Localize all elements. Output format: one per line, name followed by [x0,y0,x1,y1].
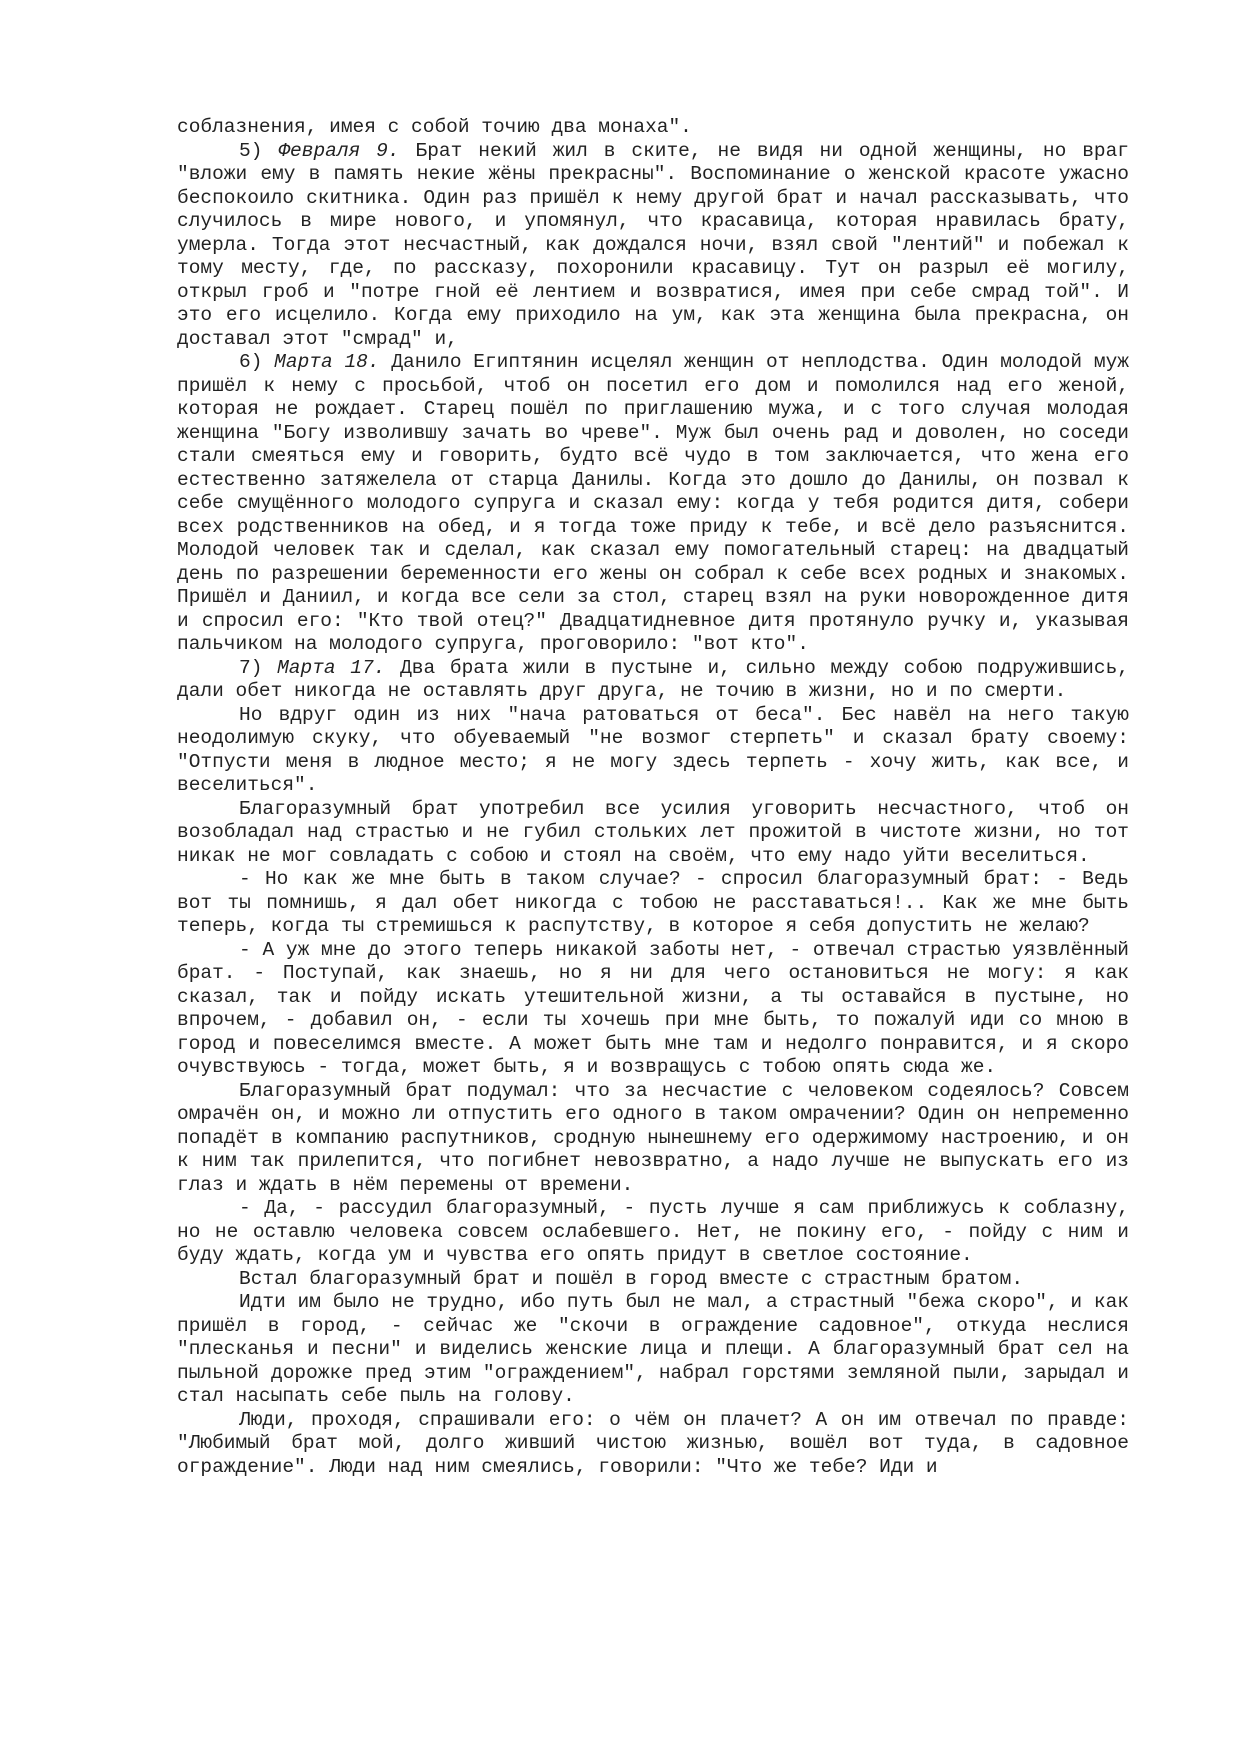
paragraph-item-5 [177,140,1129,352]
item-number: 6) [239,351,263,373]
paragraph: Благоразумный брат употребил все усилия уговорить несчастного, чтоб он возобладал над страстью и не губил стольких лет прожитой в чистоте жизни, но тот никак не мог совладать с собою и стоял на своём, что ему надо уйти веселиться. [177,797,1129,867]
paragraph: Идти им было не трудно, ибо путь был не мал, а страстный "бежа скоро", и как пришёл в город, - сейчас же "скочи в ограждение садовное", откуда неслися "плесканья и песни" и виделись женские лица и плещи. А благоразумный брат сел на пыльной дорожке пред этим "ограждением", набрал горстями земляной пыли, зарыдал и стал насыпать себе пыль на голову. [177,1291,1129,1407]
item-date: Марта 18. [274,351,380,373]
paragraph-dialogue: - Да, - рассудил благоразумный, - пусть лучше я сам приближусь к соблазну, но не оставлю человека совсем ослабевшего. Нет, не покину его, - пойду с ним и буду ждать, когда ум и чувства его опять придут в светлое состояние. [177,1197,1129,1266]
paragraph-dialogue: - Но как же мне быть в таком случае? - спросил благоразумный брат: - Ведь вот ты помнишь, я дал обет никогда с тобою не расставаться!.. Как же мне быть теперь, когда ты стремишься к распутству, в которое я себя допустить не желаю? [177,868,1129,937]
paragraph: Благоразумный брат подумал: что за несчастие с человеком содеялось? Совсем омрачён он, и можно ли отпустить его одного в таком омрачении? Один он непременно попадёт в компанию распутников, сродную нынешнему его одержимому настроению, и он к ним так прилепится, что погибнет невозвратно, а надо лучше не выпускать его из глаз и ждать в нём перемены от времени. [177,1079,1129,1196]
document-page [177,116,1129,1479]
paragraph-item-6 [177,351,1129,657]
paragraph: Но вдруг один из них "нача ратоваться от беса". Бес навёл на него такую неодолимую скуку, что обуеваемый "не возмог стерпеть" и сказал брату своему: "Отпусти меня в людное место; я не могу здесь терпеть - хочу жить, как все, и веселиться". [177,703,1129,796]
item-date: Марта 17. [277,656,386,679]
paragraph: Люди, проходя, спрашивали его: о чём он плачет? А он им отвечал по правде: "Любимый брат мой, долго живший чистою жизнью, вошёл вот туда, в садовное ограждение". Люди над ним смеялись, говорили: "Что же тебе? Иди и [177,1408,1129,1478]
paragraph-text: соблазнения, имея с собой точию два монаха". [177,116,692,138]
item-date: Февраля 9. [278,139,400,162]
item-number: 7) [239,656,263,679]
paragraph-dialogue: - А уж мне до этого теперь никакой заботы нет, - отвечал страстью уязвлённый брат. - Поступай, как знаешь, но я ни для чего остановиться не могу: я как сказал, так и пойду искать утешительной жизни, а ты оставайся в пустыне, но впрочем, - добавил он, - если ты хочешь при мне быть, то пожалуй иди со мною в город и повеселимся вместе. А может быть мне там и недолго понравится, и я скоро очувствуюсь - тогда, может быть, я и возвращусь с тобою опять сюда же. [177,938,1129,1078]
item-number: 5) [239,139,263,162]
paragraph-text: Два брата жили в пустыне и, сильно между собою подружившись, дали обет никогда не оставлять друг друга, не точию в жизни, но и по смерти. [177,656,1129,702]
paragraph-1 [177,116,1129,140]
paragraph-text: Брат некий жил в ските, не видя ни одной женщины, но враг "вложи ему в память некие жёны прекрасны". Воспоминание о женской красоте ужасно беспокоило скитника. Один раз пришёл к нему другой брат и начал рассказывать, что случилось в мире нового, и упомянул, что красавица, которая нравилась брату, умерла. Тогда этот несчастный, как дождался ночи, взял свой "лентий" и побежал к тому месту, где, по рассказу, похоронили красавицу. Тут он разрыл её могилу, открыл гроб и "потре гной её лентием и возвратися, имея при себе смрад той". И это его исцелило. Когда ему приходило на ум, как эта женщина была прекрасна, он доставал этот "смрад" и, [177,139,1130,350]
paragraph-item-7 [177,657,1129,704]
paragraph: Встал благоразумный брат и пошёл в город вместе с страстным братом. [239,1267,1024,1290]
paragraph-text: Данило Египтянин исцелял женщин от неплодства. Один молодой муж пришёл к нему с просьбой, чтоб он посетил его дом и помолился над его женой, которая не рождает. Старец пошёл по приглашению мужа, и с того случая молодая женщина "Богу изволившу зачать во чреве". Муж был очень рад и доволен, но соседи стали смеяться ему и говорить, будто всё чудо в том заключается, что жена его естественно затяжелела от старца Данилы. Когда это дошло до Данилы, он позвал к себе смущённого молодого супруга и сказал ему: когда у тебя родится дитя, собери всех родственников на обед, и я тогда тоже приду к тебе, и всё дело разъяснится. Молодой человек так и сделал, как сказал ему помогательный старец: на двадцатый день по разрешении беременности его жены он собрал к себе всех родных и знакомых. Пришёл и Даниил, и когда все сели за стол, старец взял на руки новорожденное дитя и спросил его: "Кто твой отец?" Двадцатидневное дитя протянуло ручку и, указывая пальчиком на молодого супруга, проговорило: "вот кто". [177,351,1129,655]
